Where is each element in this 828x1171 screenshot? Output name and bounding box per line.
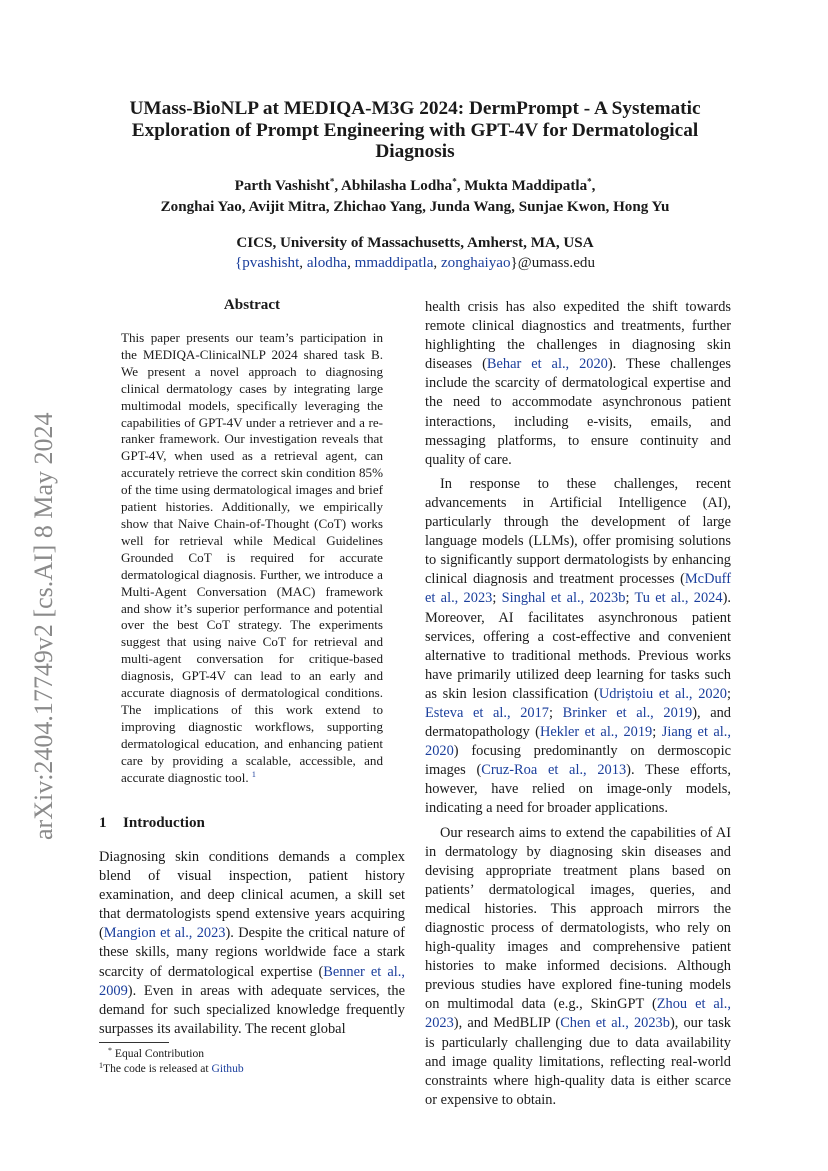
body-text: ; bbox=[548, 704, 563, 721]
right-column bbox=[425, 298, 731, 1110]
footnote-text: The code is released at bbox=[103, 1062, 212, 1075]
author-line-2: Zonghai Yao, Avijit Mitra, Zhichao Yang, Junda Wang, Sunjae Kwon, Hong Yu bbox=[160, 199, 670, 215]
body-text: Our research aims to extend the capabilities of AI in dermatology by diagnosing skin diseases and devising appropriate treatment plans based on patients’ dermatological images, queries, and medical histories. This approach mirrors the diagnostic process of dermatologists, who rely on high-quality images and comprehensive patient histories to make informed decisions. Although previous studies have explored fine-tuning models on multimodal data (e.g., SkinGPT ( bbox=[425, 824, 731, 1013]
citation-link[interactable]: Singhal et al., 2023b bbox=[501, 590, 626, 607]
section-heading-introduction bbox=[99, 815, 405, 832]
body-text: ; bbox=[492, 590, 502, 607]
author-name: Abhilasha Lodha bbox=[341, 178, 453, 194]
section-title: Introduction bbox=[123, 815, 205, 831]
body-text: ), and dermatopathology ( bbox=[425, 704, 731, 741]
equal-contribution-mark: * bbox=[587, 176, 592, 187]
body-text: ) focusing predominantly on dermoscopic images ( bbox=[425, 743, 731, 779]
abstract-text bbox=[121, 330, 383, 786]
citation-link[interactable]: Tu et al., 2024 bbox=[634, 590, 723, 607]
body-text: ), our task is particularly challenging due to data availability and image quality limitations, reflecting real-world constraints where high-quality data is either scarce or expensive to obtain. bbox=[425, 1015, 731, 1108]
footnote-code bbox=[99, 1061, 405, 1076]
citation-link[interactable]: Esteva et al., 2017 bbox=[425, 704, 549, 721]
body-text: ). These efforts, however, have relied on image-only models, indicating a need for broader applications. bbox=[425, 762, 731, 817]
author-list bbox=[100, 176, 730, 218]
abstract-heading: Abstract bbox=[223, 297, 281, 313]
body-text: ). Despite the critical nature of these skills, many regions worldwide face a stark scarcity of dermatological expertise ( bbox=[99, 925, 405, 980]
paper-title bbox=[100, 98, 730, 163]
arxiv-stamp-text: arXiv:2404.17749v2 [cs.AI] 8 May 2024 bbox=[29, 412, 58, 840]
citation-link[interactable]: Cruz-Roa et al., 2013 bbox=[481, 762, 627, 779]
body-text: Diagnosing skin conditions demands a complex blend of visual inspection, patient history examination, and deep clinical acumen, a skill set that dermatologists spend extensive years acquiring ( bbox=[99, 849, 405, 942]
equal-contribution-mark: * bbox=[452, 176, 457, 187]
body-text: ), and MedBLIP ( bbox=[453, 1015, 561, 1032]
citation-link[interactable]: Zhou et al., 2023 bbox=[425, 996, 731, 1032]
body-paragraph bbox=[425, 824, 731, 1110]
body-text: ; bbox=[625, 590, 635, 607]
title-line: UMass-BioNLP at MEDIQA-M3G 2024: DermPrompt - A Systematic bbox=[129, 98, 701, 119]
body-text: In response to these challenges, recent advancements in Artificial Intelligence (AI), particularly through the development of large language models (LLMs), offer promising solutions to significantly support dermatologists by enhancing clinical diagnosis and treatment processes ( bbox=[425, 475, 731, 588]
citation-link[interactable]: Mangion et al., 2023 bbox=[103, 925, 226, 942]
author-line-1: Parth Vashisht*, Abhilasha Lodha*, Mukta Maddipatla*, bbox=[234, 176, 596, 194]
arxiv-stamp-graphic bbox=[10, 370, 72, 840]
footnote-mark: 1 bbox=[99, 1061, 103, 1070]
body-text: ). These challenges include the scarcity of dermatological expertise and the need to accommodate asynchronous patient interactions, including e-visits, emails, and messaging platforms, to ensure continuity and quality of care. bbox=[425, 356, 732, 468]
citation-link[interactable]: Chen et al., 2023b bbox=[560, 1015, 670, 1032]
citation-link[interactable]: Hekler et al., 2019 bbox=[539, 724, 653, 741]
body-text: ; bbox=[652, 724, 662, 741]
citation-link[interactable]: Benner et al., 2009 bbox=[99, 963, 406, 999]
email-link[interactable]: alodha bbox=[306, 255, 348, 271]
citation-link[interactable]: Brinker et al., 2019 bbox=[562, 704, 693, 721]
citation-link[interactable]: Jiang et al., 2020 bbox=[425, 724, 731, 760]
citation-link[interactable]: Udriștoiu et al., 2020 bbox=[598, 685, 728, 702]
footnote-mark[interactable]: 1 bbox=[251, 769, 256, 779]
citation-link[interactable]: McDuff et al., 2023 bbox=[425, 571, 731, 607]
email-link[interactable]: mmaddipatla bbox=[354, 255, 434, 271]
affiliation bbox=[100, 233, 730, 273]
footnote-mark: * bbox=[108, 1046, 112, 1055]
email-domain: }@umass.edu bbox=[510, 255, 595, 271]
author-name: Mukta Maddipatla bbox=[464, 178, 588, 194]
body-text: ). Moreover, AI facilitates asynchronous patient services, offering a cost-effective and convenient alternative to traditional methods. Previous works have primarily utilized deep learning for tasks such as skin lesion classification ( bbox=[425, 590, 731, 702]
body-text: health crisis has also expedited the shift towards remote clinical diagnostics and treatments, further highlighting the challenges in diagnosing skin diseases ( bbox=[425, 299, 731, 373]
introduction-paragraph bbox=[99, 848, 405, 1039]
github-link[interactable]: Github bbox=[211, 1062, 244, 1075]
footnotes bbox=[99, 1046, 405, 1076]
arxiv-identifier-stamp bbox=[10, 370, 72, 840]
body-paragraph bbox=[425, 475, 731, 819]
footnote-text: Equal Contribution bbox=[114, 1047, 205, 1060]
body-text: ). Even in areas with adequate services, the demand for such specialized knowledge frequently surpasses its availability. The recent global bbox=[99, 982, 405, 1037]
body-text: ; bbox=[727, 685, 732, 702]
citation-link[interactable]: Behar et al., 2020 bbox=[486, 356, 608, 373]
email-brace: { bbox=[235, 255, 243, 271]
footnote-equal-contribution bbox=[99, 1046, 405, 1061]
email-link[interactable]: zonghaiyao bbox=[440, 255, 511, 271]
abstract-paragraph: This paper presents our team’s participation in the MEDIQA-ClinicalNLP 2024 shared task B. We present a novel approach to diagnosing clinical dermatology cases by integrating large multimodal models, specifically leveraging the capabilities of GPT-4V under a retriever and a re-ranker framework. Our investigation reveals that GPT-4V, when used as a retrieval agent, can accurately retrieve the correct skin condition 85% of the time using dermatological images and brief patient histories. Additionally, we empirically show that Naive Chain-of-Thought (CoT) works well for retrieval while Medical Guidelines Grounded CoT is required for accurate dermatological diagnosis. Further, we introduce a Multi-Agent Conversation (MAC) framework and show it’s superior performance and potential over the best CoT strategy. The experiments suggest that using naive CoT for retrieval and multi-agent conversation for critique-based diagnosis, GPT-4V can lead to an early and accurate diagnosis of dermatological conditions. The implications of this work extend to improving diagnostic workflows, supporting dermatological education, and enhancing patient care by providing a scalable, accessible, and accurate diagnostic tool. bbox=[121, 330, 383, 785]
email-link[interactable]: pvashisht bbox=[242, 255, 300, 271]
footnote-rule bbox=[99, 1042, 169, 1043]
title-line: Diagnosis bbox=[375, 141, 455, 162]
title-line: Exploration of Prompt Engineering with GPT-4V for Dermatological bbox=[131, 119, 699, 141]
equal-contribution-mark: * bbox=[329, 176, 335, 187]
institution: CICS, University of Massachusetts, Amherst, MA, USA bbox=[236, 235, 594, 251]
author-name: Parth Vashisht bbox=[234, 178, 330, 194]
email-line: {pvashisht, alodha, mmaddipatla, zonghaiyao}@umass.edu bbox=[235, 255, 595, 271]
body-paragraph bbox=[425, 298, 731, 470]
section-number: 1 bbox=[99, 815, 107, 831]
